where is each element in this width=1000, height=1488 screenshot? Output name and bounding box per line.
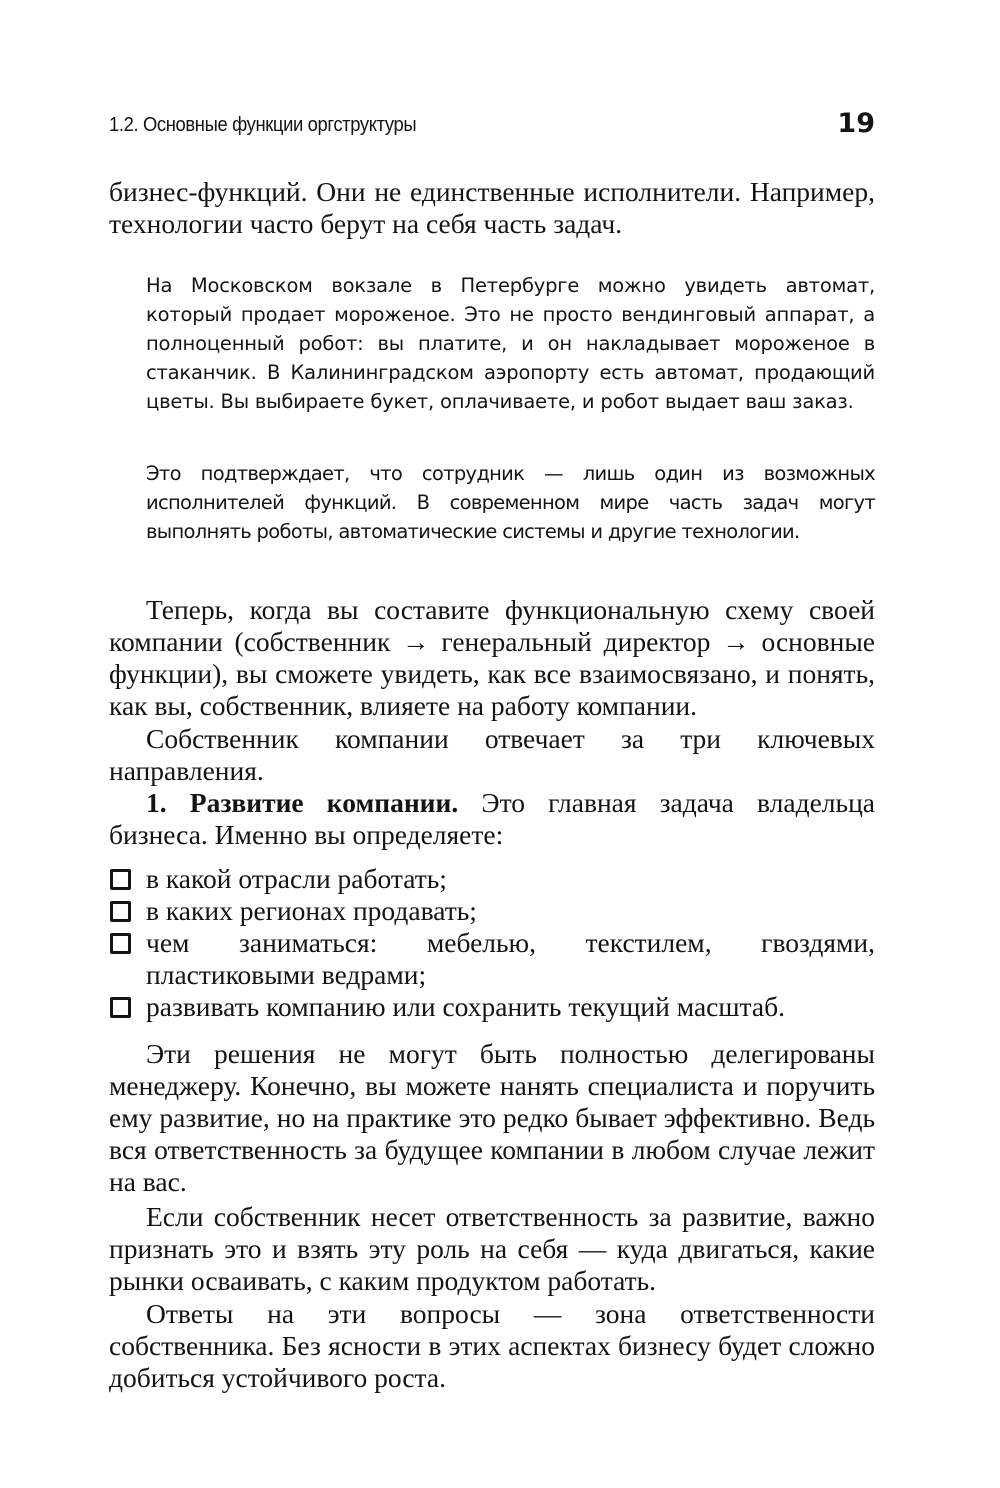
development-text: Это главная задача владельца бизнеса. Именно вы определяете: (109, 787, 875, 850)
delegation-paragraph: Эти решения не могут быть полностью делегированы менеджеру. Конечно, вы можете нанять специалиста и поручить ему развитие, но на практике это редко бывает эффективно. Ведь вся ответственность за будущее компании в любом случае лежит на вас. (109, 1038, 875, 1197)
checkbox-square-icon (110, 869, 131, 890)
list-item: развивать компанию или сохранить текущий масштаб. (109, 991, 875, 1023)
development-paragraph (109, 787, 875, 851)
intro-paragraph: бизнес-функций. Они не единственные исполнители. Например, технологии часто берут на себя часть задач. (109, 176, 875, 239)
role-paragraph: Если собственник несет ответственность за развитие, важно признать это и взять эту роль на себя — куда двигаться, какие рынки осваивать, с каким продуктом работать. (109, 1201, 875, 1296)
checkbox-square-icon (110, 997, 131, 1018)
example-note-2: Это подтверждает, что сотрудник — лишь один из возможных исполнителей функций. В современном мире часть задач могут выполнять роботы, автоматические системы и другие технологии. (146, 462, 875, 543)
section-title: 1.2. Основные функции оргструктуры (109, 114, 417, 136)
checkbox-square-icon (110, 901, 131, 922)
list-item: чем заниматься: мебелью, текстилем, гвоздями, пластиковыми ведрами; (109, 927, 875, 991)
owner-paragraph: Собственник компании отвечает за три ключевых направления. (109, 723, 875, 786)
development-heading: 1. Развитие компании. (146, 787, 459, 818)
running-head (109, 108, 875, 144)
checkbox-square-icon (110, 933, 131, 954)
list-item: в какой отрасли работать; (109, 863, 875, 895)
list-item: в каких регионах продавать; (109, 895, 875, 927)
example-note-1: На Московском вокзале в Петербурге можно увидеть автомат, который продает мороженое. Это не просто вендинговый аппарат, а полноценный робот: вы платите, и он накладывает мороженое в стаканчик. В Калининградском аэропорту есть автомат, продающий цветы. Вы выбираете букет, оплачиваете, и робот выдает ваш заказ. (146, 274, 875, 413)
page-number: 19 (837, 108, 875, 139)
scheme-paragraph: Теперь, когда вы составите функциональную схему своей компании (собственник → генеральный директор → основные функции), вы сможете увидеть, как все взаимосвязано, и понять, как вы, собственник, влияете на работу компании. (109, 594, 875, 721)
decisions-list (109, 863, 875, 1023)
answers-paragraph: Ответы на эти вопросы — зона ответственности собственника. Без ясности в этих аспектах бизнесу будет сложно добиться устойчивого роста. (109, 1298, 875, 1393)
